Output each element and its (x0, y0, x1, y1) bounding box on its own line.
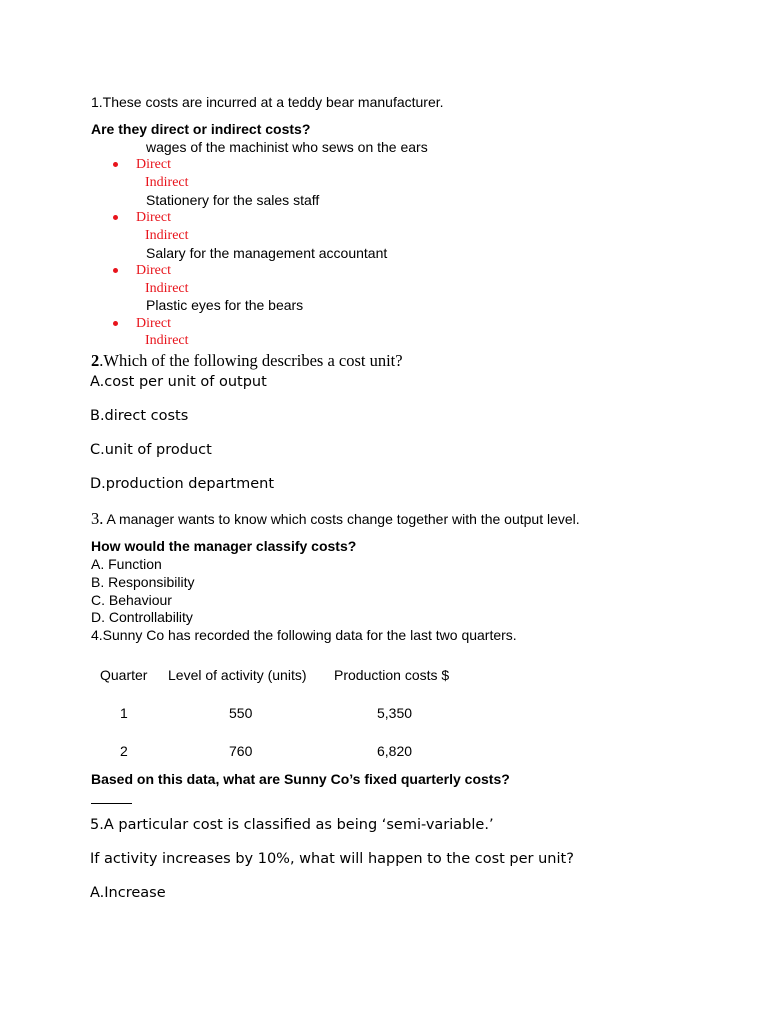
q3-option-d[interactable]: D. Controllability (91, 609, 193, 625)
q4-intro: 4.Sunny Co has recorded the following data for the last two quarters. (91, 627, 517, 643)
q3-option-c[interactable]: C. Behaviour (91, 592, 172, 608)
q4-prompt: Based on this data, what are Sunny Co’s fixed quarterly costs? (91, 771, 510, 787)
option-direct[interactable]: Direct (136, 263, 171, 278)
q1-prompt: Are they direct or indirect costs? (91, 121, 311, 137)
table-header-quarter: Quarter (100, 667, 148, 683)
q3-question (91, 510, 580, 528)
bullet-icon (113, 262, 121, 279)
option-indirect[interactable]: Indirect (145, 228, 189, 243)
q5-intro: 5.A particular cost is classified as being ‘semi-variable.’ (90, 817, 494, 833)
table-cell-quarter: 1 (120, 705, 128, 721)
table-cell-activity: 550 (229, 705, 253, 721)
q1-intro: 1.These costs are incurred at a teddy bear manufacturer. (91, 94, 444, 110)
q1-item-text: Salary for the management accountant (146, 245, 388, 261)
bullet-icon (113, 156, 121, 173)
bullet-icon (113, 315, 121, 332)
table-cell-activity: 760 (229, 743, 253, 759)
q3-prompt: How would the manager classify costs? (91, 538, 357, 554)
table-cell-costs: 6,820 (377, 743, 413, 759)
q1-item-text: Plastic eyes for the bears (146, 297, 304, 313)
q3-text: A manager wants to know which costs change together with the output level. (103, 511, 580, 527)
option-indirect[interactable]: Indirect (145, 333, 189, 348)
q2-text: .Which of the following describes a cost unit? (99, 351, 403, 370)
q2-number: 2 (91, 351, 100, 370)
option-direct[interactable]: Direct (136, 210, 171, 225)
q2-question (91, 351, 403, 371)
q2-option-b[interactable]: B.direct costs (90, 408, 189, 424)
table-header-costs: Production costs $ (334, 667, 450, 683)
q5-option-a[interactable]: A.Increase (90, 885, 166, 901)
q2-option-a[interactable]: A.cost per unit of output (90, 374, 267, 390)
option-indirect[interactable]: Indirect (145, 175, 189, 190)
bullet-icon (113, 209, 121, 226)
q2-option-d[interactable]: D.production department (90, 476, 275, 492)
table-cell-costs: 5,350 (377, 705, 413, 721)
q1-item-text: wages of the machinist who sews on the ears (146, 139, 428, 155)
q5-question: If activity increases by 10%, what will happen to the cost per unit? (90, 851, 574, 867)
answer-blank[interactable] (91, 803, 132, 804)
option-direct[interactable]: Direct (136, 316, 171, 331)
q3-option-a[interactable]: A. Function (91, 556, 162, 572)
table-header-activity: Level of activity (units) (168, 667, 307, 683)
table-cell-quarter: 2 (120, 743, 128, 759)
option-indirect[interactable]: Indirect (145, 281, 189, 296)
q3-number: 3. (91, 509, 104, 528)
q1-item-text: Stationery for the sales staff (146, 192, 320, 208)
option-direct[interactable]: Direct (136, 157, 171, 172)
q2-option-c[interactable]: C.unit of product (90, 442, 212, 458)
q3-option-b[interactable]: B. Responsibility (91, 574, 195, 590)
